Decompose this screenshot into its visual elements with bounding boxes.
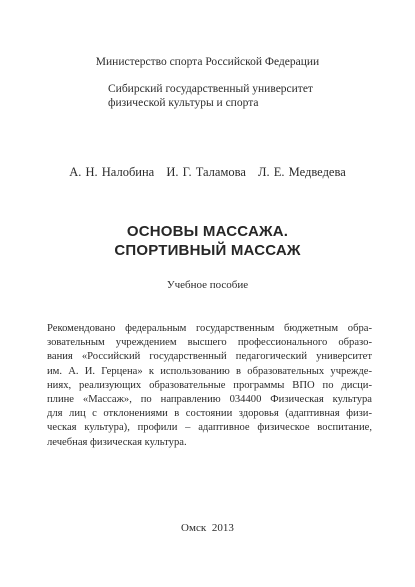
recommendation-line: им. А. И. Герцена» к использованию в образовательных учрежде- [47, 365, 372, 377]
recommendation-line: ческая культура), профили – адаптивное физическое воспитание, [47, 422, 372, 434]
book-subtitle: Учебное пособие [166, 279, 249, 291]
title-line: ОСНОВЫ МАССАЖА. [126, 223, 289, 240]
recommendation-line: для лиц с отклонениями в состоянии здоровья (адаптивная физи- [47, 408, 372, 420]
recommendation-line: лечебная физическая культура. [47, 436, 187, 448]
recommendation-line: Рекомендовано федеральным государственным бюджетным обра- [47, 323, 372, 334]
university-line: Сибирский государственный университет [108, 83, 313, 95]
university-line: физической культуры и спорта [108, 97, 259, 109]
author: А. Н. Налобина [69, 165, 155, 179]
recommendation-line: плине «Массаж», по направлению 034400 Физическая культура [47, 394, 372, 406]
recommendation-line: вания «Российский государственный педагогический университет [47, 351, 372, 363]
authors [0, 164, 415, 180]
recommendation-paragraph [47, 322, 372, 450]
author: И. Г. Таламова [166, 165, 246, 179]
recommendation-line: зовательным учреждением высшего профессионального образо- [47, 337, 372, 349]
city-year: Омск 2013 [181, 522, 234, 534]
author: Л. Е. Медведева [258, 165, 346, 179]
book-title [0, 222, 415, 260]
university-name [108, 82, 368, 110]
title-line: СПОРТИВНЫЙ МАССАЖ [114, 242, 301, 259]
recommendation-line: ниях, реализующих образовательные программы ВПО по дисци- [47, 379, 372, 391]
ministry-line: Министерство спорта Российской Федерации [95, 56, 320, 68]
